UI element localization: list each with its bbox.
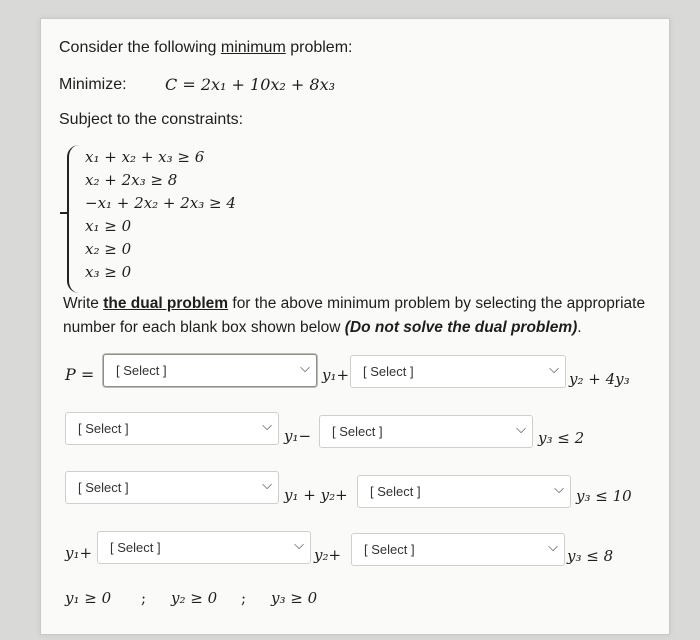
chevron-down-icon: ⌵ xyxy=(300,360,310,375)
chevron-down-icon: ⌵ xyxy=(549,361,559,376)
chevron-down-icon: ⌵ xyxy=(548,539,558,554)
constraint-2: x₂ + 2x₃ ≥ 8 xyxy=(85,171,178,189)
select-label: [ Select ] xyxy=(332,424,383,439)
chevron-down-icon: ⌵ xyxy=(554,481,564,496)
intro-suffix: problem: xyxy=(285,39,353,56)
row1-tail: y₂ + 4y₃ xyxy=(569,370,630,388)
intro-prefix: Consider the following xyxy=(59,39,221,56)
objective-formula: C = 2x₁ + 10x₂ + 8x₃ xyxy=(165,75,336,94)
constraint-5: x₂ ≥ 0 xyxy=(85,240,132,258)
row2-mid: y₁− xyxy=(284,427,312,445)
nonneg-y2: y₂ ≥ 0 xyxy=(171,589,218,607)
select-label: [ Select ] xyxy=(363,364,414,379)
instruction-line2-text: number for each blank box shown below xyxy=(63,319,345,336)
row3-tail: y₃ ≤ 10 xyxy=(576,487,632,505)
row2-select-2[interactable] xyxy=(319,415,533,448)
instruction-part1: Write xyxy=(63,295,104,312)
row4-tail: y₃ ≤ 8 xyxy=(567,547,614,565)
select-label: [ Select ] xyxy=(116,363,167,378)
chevron-down-icon: ⌵ xyxy=(262,418,272,433)
instruction-part2b: nimum problem by selecting the appropriate xyxy=(343,295,646,312)
row1-mid: y₁+ xyxy=(322,366,350,384)
chevron-down-icon: ⌵ xyxy=(294,537,304,552)
row1-select-2[interactable] xyxy=(350,355,566,388)
row2-select-1[interactable] xyxy=(65,412,279,445)
question-card xyxy=(40,18,670,635)
row3-select-1[interactable] xyxy=(65,471,279,504)
row3-select-2[interactable] xyxy=(357,475,571,508)
nonneg-sep-1: ; xyxy=(141,589,147,607)
row1-select-1[interactable] xyxy=(103,354,317,387)
row3-mid: y₁ + y₂+ xyxy=(284,486,348,504)
row1-lead: P = xyxy=(65,365,95,384)
constraint-brace xyxy=(67,145,79,293)
select-label: [ Select ] xyxy=(370,484,421,499)
instruction-bold-note: (Do not solve the dual problem) xyxy=(344,319,578,336)
dual-problem-link: the dual problem xyxy=(103,295,229,312)
instruction-line-1 xyxy=(63,295,645,313)
intro-text xyxy=(59,39,352,57)
constraints-heading: Subject to the constraints: xyxy=(59,111,244,128)
constraint-6: x₃ ≥ 0 xyxy=(85,263,132,281)
select-label: [ Select ] xyxy=(78,421,129,436)
row4-lead: y₁+ xyxy=(65,544,93,562)
chevron-down-icon: ⌵ xyxy=(262,477,272,492)
instruction-part2: for the above mi xyxy=(228,295,344,312)
instruction-line-2 xyxy=(63,319,582,337)
objective-label: Minimize: xyxy=(59,76,127,93)
constraint-4: x₁ ≥ 0 xyxy=(85,217,132,235)
row2-tail: y₃ ≤ 2 xyxy=(538,429,585,447)
chevron-down-icon: ⌵ xyxy=(516,421,526,436)
nonneg-sep-2: ; xyxy=(241,589,247,607)
constraint-1: x₁ + x₂ + x₃ ≥ 6 xyxy=(85,148,205,166)
instruction-end: . xyxy=(577,319,582,336)
constraint-brace-tip xyxy=(60,212,69,214)
row4-mid: y₂+ xyxy=(314,546,342,564)
nonneg-y1: y₁ ≥ 0 xyxy=(65,589,112,607)
select-label: [ Select ] xyxy=(364,542,415,557)
nonneg-y3: y₃ ≥ 0 xyxy=(271,589,318,607)
intro-underlined: minimum xyxy=(220,39,286,56)
constraint-3: −x₁ + 2x₂ + 2x₃ ≥ 4 xyxy=(85,194,236,212)
select-label: [ Select ] xyxy=(110,540,161,555)
row4-select-2[interactable] xyxy=(351,533,565,566)
select-label: [ Select ] xyxy=(78,480,129,495)
row4-select-1[interactable] xyxy=(97,531,311,564)
